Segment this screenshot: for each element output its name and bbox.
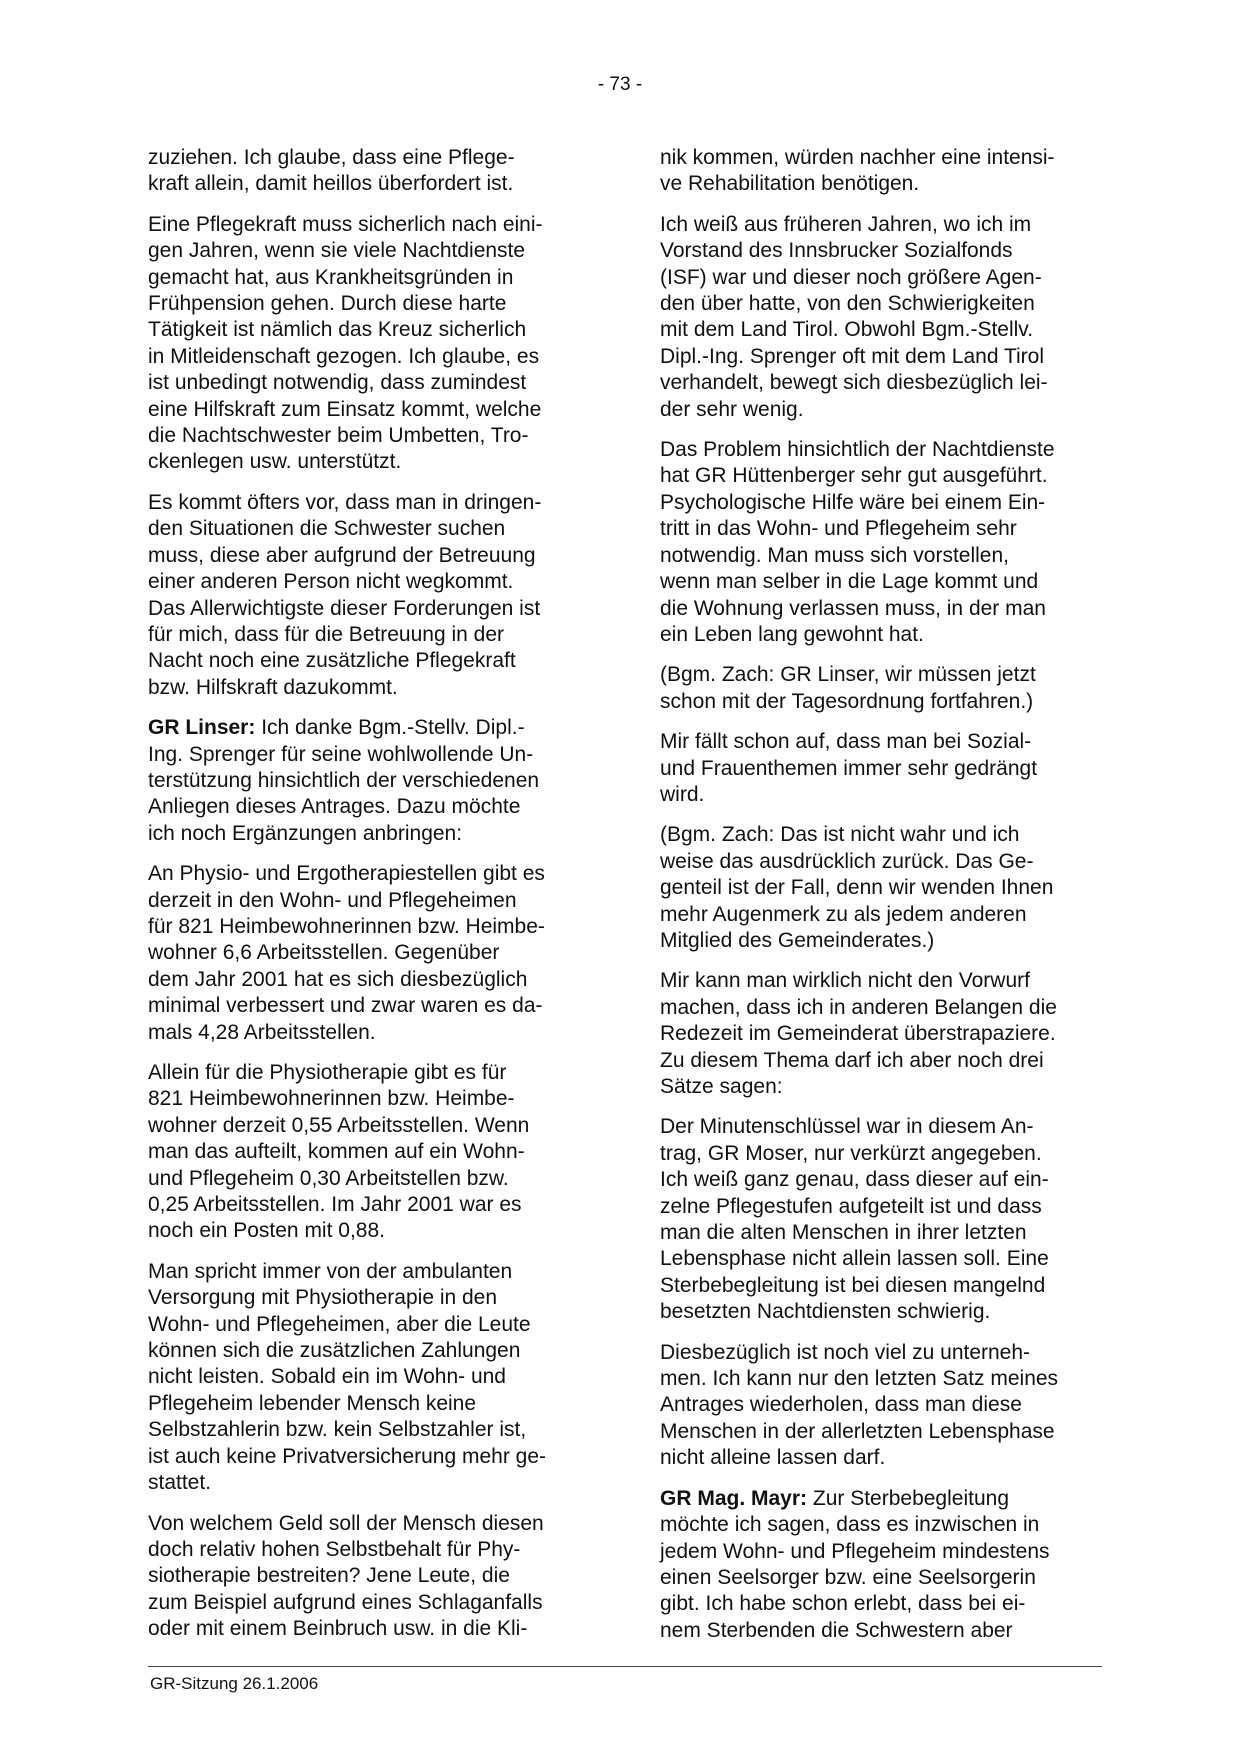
- paragraph: [148, 861, 588, 1046]
- paragraph-line: Menschen in der allerletzten Lebensphase: [660, 1419, 1055, 1443]
- paragraph-line: Versorgung mit Physiotherapie in den: [148, 1286, 498, 1310]
- paragraph-line: Allein für die Physiotherapie gibt es für: [148, 1061, 507, 1084]
- paragraph: [660, 437, 1100, 648]
- paragraph-line: wenn man selber in die Lage kommt und: [660, 570, 1039, 594]
- paragraph: [148, 1511, 588, 1643]
- paragraph-line: doch relativ hohen Selbstbehalt für Phy-: [148, 1537, 521, 1561]
- paragraph-line: ich noch Ergänzungen anbringen:: [148, 821, 463, 845]
- paragraph-line: gibt. Ich habe schon erlebt, dass bei ei-: [660, 1592, 1026, 1616]
- paragraph-line: zelne Pflegestufen aufgeteilt ist und dass: [660, 1194, 1042, 1218]
- paragraph: [148, 1060, 588, 1245]
- paragraph-line: Das Allerwichtigste dieser Forderungen ist: [148, 596, 541, 620]
- paragraph-line: Antrages wiederholen, dass man diese: [660, 1393, 1022, 1417]
- paragraph: [660, 212, 1100, 423]
- paragraph-line: nicht leisten. Sobald ein im Wohn- und: [148, 1365, 506, 1389]
- paragraph-line: Diesbezüglich ist noch viel zu unterneh-: [660, 1340, 1031, 1364]
- paragraph-line: die Wohnung verlassen muss, in der man: [660, 596, 1046, 620]
- paragraph-line: für 821 Heimbewohnerinnen bzw. Heimbe-: [148, 914, 545, 938]
- paragraph-line: terstützung hinsichtlich der verschiedenen: [148, 768, 540, 792]
- page-number: - 73 -: [597, 74, 643, 95]
- paragraph-line: [660, 1486, 1100, 1512]
- paragraph-line: mals 4,28 Arbeitsstellen.: [148, 1020, 376, 1044]
- paragraph-line: Ing. Sprenger für seine wohlwollende Un-: [148, 742, 534, 766]
- right-column: [660, 145, 1100, 1658]
- paragraph-line: die Nachtschwester beim Umbetten, Tro-: [148, 424, 529, 448]
- paragraph-line: jedem Wohn- und Pflegeheim mindestens: [660, 1539, 1050, 1563]
- paragraph-line: Zu diesem Thema darf ich aber noch drei: [660, 1048, 1044, 1072]
- paragraph-line: verhandelt, bewegt sich diesbezüglich lei-: [660, 371, 1048, 395]
- paragraph: [660, 662, 1100, 715]
- paragraph-line: 0,25 Arbeitsstellen. Im Jahr 2001 war es: [148, 1193, 522, 1217]
- paragraph-line: Redezeit im Gemeinderat überstrapaziere.: [660, 1022, 1056, 1046]
- paragraph-line: nicht alleine lassen darf.: [660, 1446, 886, 1470]
- paragraph-line: ve Rehabilitation benötigen.: [660, 172, 920, 196]
- paragraph-line: den über hatte, von den Schwierigkeiten: [660, 292, 1035, 316]
- paragraph: [660, 822, 1100, 954]
- paragraph-line: (Bgm. Zach: Das ist nicht wahr und ich: [660, 823, 1020, 847]
- paragraph-line: weise das ausdrücklich zurück. Das Ge-: [660, 849, 1034, 873]
- paragraph-line: man das aufteilt, kommen auf ein Wohn-: [148, 1140, 525, 1164]
- paragraph-line: mit dem Land Tirol. Obwohl Bgm.-Stellv.: [660, 318, 1034, 342]
- paragraph: [148, 715, 588, 847]
- paragraph-line: notwendig. Man muss sich vorstellen,: [660, 543, 1009, 567]
- paragraph-line: Man spricht immer von der ambulanten: [148, 1259, 513, 1283]
- speaker-name: GR Mag. Mayr:: [660, 1486, 808, 1510]
- paragraph-line: (Bgm. Zach: GR Linser, wir müssen jetzt: [660, 663, 1036, 687]
- paragraph-line: Anliegen dieses Antrages. Dazu möchte: [148, 795, 521, 819]
- paragraph-line: Pflegeheim lebender Mensch keine: [148, 1391, 477, 1415]
- paragraph-line: besetzten Nachtdiensten schwierig.: [660, 1300, 991, 1324]
- paragraph-line: noch ein Posten mit 0,88.: [148, 1219, 385, 1243]
- paragraph-line: wohner 6,6 Arbeitsstellen. Gegenüber: [148, 941, 500, 965]
- paragraph-line: Psychologische Hilfe wäre bei einem Ein-: [660, 490, 1046, 514]
- paragraph-line: können sich die zusätzlichen Zahlungen: [148, 1339, 521, 1363]
- footer-divider: [148, 1666, 1102, 1667]
- paragraph-line: in Mitleidenschaft gezogen. Ich glaube, es: [148, 344, 540, 368]
- paragraph-line: ist unbedingt notwendig, dass zumindest: [148, 371, 527, 395]
- paragraph-line: Ich weiß ganz genau, dass dieser auf ein-: [660, 1168, 1049, 1192]
- paragraph-line: schon mit der Tagesordnung fortfahren.): [660, 689, 1034, 713]
- paragraph: [660, 729, 1100, 808]
- paragraph-line: [148, 715, 588, 741]
- paragraph-line: Selbstzahlerin bzw. kein Selbstzahler ist,: [148, 1418, 527, 1442]
- paragraph: [148, 145, 588, 198]
- paragraph-line: Wohn- und Pflegeheimen, aber die Leute: [148, 1312, 531, 1336]
- paragraph-line: Mitglied des Gemeinderates.): [660, 928, 935, 952]
- paragraph-line: eine Hilfskraft zum Einsatz kommt, welche: [148, 397, 542, 421]
- paragraph-line: Das Problem hinsichtlich der Nachtdienste: [660, 438, 1055, 462]
- paragraph: [148, 212, 588, 476]
- paragraph-line: möchte ich sagen, dass es inzwischen in: [660, 1513, 1040, 1537]
- paragraph: [660, 1340, 1100, 1472]
- paragraph-line: bzw. Hilfskraft dazukommt.: [148, 675, 398, 699]
- speaker-text: Ich danke Bgm.-Stellv. Dipl.-: [255, 716, 525, 740]
- paragraph-line: Es kommt öfters vor, dass man in dringen-: [148, 490, 542, 514]
- paragraph-line: Von welchem Geld soll der Mensch diesen: [148, 1511, 544, 1535]
- paragraph-line: stattet.: [148, 1471, 212, 1495]
- paragraph: [660, 968, 1100, 1100]
- paragraph-line: (ISF) war und dieser noch größere Agen-: [660, 265, 1042, 289]
- paragraph-line: mehr Augenmerk zu als jedem anderen: [660, 902, 1027, 926]
- paragraph-line: ckenlegen usw. unterstützt.: [148, 450, 402, 474]
- paragraph-line: Nacht noch eine zusätzliche Pflegekraft: [148, 649, 516, 673]
- paragraph-line: gemacht hat, aus Krankheitsgründen in: [148, 265, 514, 289]
- paragraph-line: gen Jahren, wenn sie viele Nachtdienste: [148, 239, 526, 263]
- paragraph-line: derzeit in den Wohn- und Pflegeheimen: [148, 888, 517, 912]
- paragraph-line: nik kommen, würden nachher eine intensi-: [660, 146, 1055, 169]
- footer-text: GR-Sitzung 26.1.2006: [150, 1674, 319, 1693]
- paragraph-line: man die alten Menschen in ihrer letzten: [660, 1221, 1027, 1245]
- paragraph-line: ein Leben lang gewohnt hat.: [660, 622, 924, 646]
- paragraph-line: und Pflegeheim 0,30 Arbeitstellen bzw.: [148, 1166, 509, 1190]
- paragraph: [660, 1486, 1100, 1644]
- paragraph-line: Sätze sagen:: [660, 1075, 783, 1098]
- paragraph-line: trag, GR Moser, nur verkürzt angegeben.: [660, 1141, 1042, 1165]
- paragraph-line: oder mit einem Beinbruch usw. in die Kli-: [148, 1617, 528, 1641]
- paragraph-line: genteil ist der Fall, denn wir wenden Ihnen: [660, 876, 1054, 900]
- speaker-name: GR Linser:: [148, 716, 256, 740]
- paragraph: [660, 145, 1100, 198]
- paragraph-line: minimal verbessert und zwar waren es da-: [148, 994, 543, 1018]
- paragraph-line: Mir fällt schon auf, dass man bei Sozial-: [660, 730, 1032, 754]
- paragraph-line: kraft allein, damit heillos überfordert ist.: [148, 172, 514, 196]
- paragraph-line: Mir kann man wirklich nicht den Vorwurf: [660, 969, 1030, 993]
- paragraph-line: Dipl.-Ing. Sprenger oft mit dem Land Tirol: [660, 344, 1045, 368]
- paragraph-line: nem Sterbenden die Schwestern aber: [660, 1618, 1013, 1642]
- paragraph-line: Eine Pflegekraft muss sicherlich nach eini-: [148, 212, 543, 236]
- paragraph: [148, 490, 588, 701]
- paragraph-line: zum Beispiel aufgrund eines Schlaganfalls: [148, 1590, 543, 1614]
- paragraph-line: Vorstand des Innsbrucker Sozialfonds: [660, 239, 1013, 263]
- paragraph-line: muss, diese aber aufgrund der Betreuung: [148, 543, 536, 567]
- paragraph-line: Der Minutenschlüssel war in diesem An-: [660, 1115, 1034, 1139]
- paragraph-line: den Situationen die Schwester suchen: [148, 517, 506, 541]
- paragraph: [148, 1259, 588, 1497]
- paragraph-line: ist auch keine Privatversicherung mehr ge-: [148, 1444, 547, 1468]
- left-column: [148, 145, 588, 1657]
- paragraph-line: und Frauenthemen immer sehr gedrängt: [660, 756, 1038, 780]
- paragraph-line: siotherapie bestreiten? Jene Leute, die: [148, 1564, 510, 1588]
- paragraph-line: Tätigkeit ist nämlich das Kreuz sicherlich: [148, 318, 527, 342]
- paragraph-line: zuziehen. Ich glaube, dass eine Pflege-: [148, 146, 515, 169]
- speaker-text: Zur Sterbebegleitung: [807, 1486, 1009, 1510]
- paragraph-line: machen, dass ich in anderen Belangen die: [660, 995, 1057, 1019]
- paragraph-line: der sehr wenig.: [660, 397, 804, 421]
- paragraph: [660, 1114, 1100, 1325]
- paragraph-line: 821 Heimbewohnerinnen bzw. Heimbe-: [148, 1087, 515, 1111]
- paragraph-line: Ich weiß aus früheren Jahren, wo ich im: [660, 212, 1032, 236]
- paragraph-line: einer anderen Person nicht wegkommt.: [148, 570, 514, 594]
- paragraph-line: wohner derzeit 0,55 Arbeitsstellen. Wenn: [148, 1113, 530, 1137]
- paragraph-line: Lebensphase nicht allein lassen soll. Eine: [660, 1247, 1049, 1271]
- paragraph-line: An Physio- und Ergotherapiestellen gibt es: [148, 862, 545, 886]
- paragraph-line: men. Ich kann nur den letzten Satz meines: [660, 1367, 1059, 1391]
- paragraph-line: dem Jahr 2001 hat es sich diesbezüglich: [148, 967, 528, 991]
- paragraph-line: tritt in das Wohn- und Pflegeheim sehr: [660, 517, 1017, 541]
- paragraph-line: Sterbebegleitung ist bei diesen mangelnd: [660, 1273, 1046, 1297]
- paragraph-line: hat GR Hüttenberger sehr gut ausgeführt.: [660, 464, 1048, 488]
- paragraph-line: Frühpension gehen. Durch diese harte: [148, 292, 507, 316]
- paragraph-line: für mich, dass für die Betreuung in der: [148, 622, 505, 646]
- paragraph-line: einen Seelsorger bzw. eine Seelsorgerin: [660, 1565, 1036, 1589]
- paragraph-line: wird.: [660, 782, 705, 806]
